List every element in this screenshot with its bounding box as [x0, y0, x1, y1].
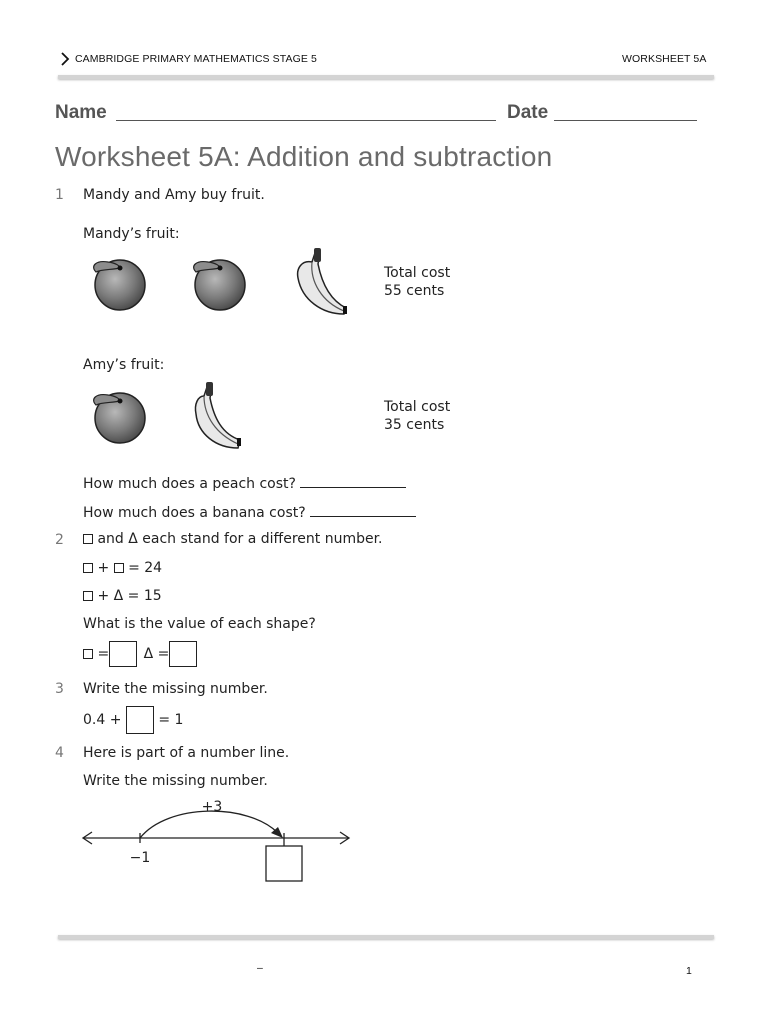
jump-label: +3: [201, 799, 223, 815]
jump-arc: [140, 811, 278, 838]
mandy-fruit-group: [78, 248, 368, 323]
header-left-text: CAMBRIDGE PRIMARY MATHEMATICS STAGE 5: [75, 53, 317, 65]
question-number: 4: [55, 745, 64, 761]
name-line: [116, 120, 496, 121]
date-line: [554, 120, 697, 121]
square-symbol-icon: [83, 563, 93, 573]
peach-icon: [194, 260, 245, 310]
square-symbol-icon: [83, 591, 93, 601]
amy-cost-line2: 35 cents: [384, 417, 445, 433]
mandy-cost-line2: 55 cents: [384, 283, 445, 299]
q2-question: What is the value of each shape?: [83, 616, 316, 632]
square-symbol-icon: [114, 563, 124, 573]
question-number: 1: [55, 187, 64, 203]
q4-line1: Here is part of a number line.: [83, 745, 290, 761]
number-line: [78, 795, 358, 887]
number-line-answer-box[interactable]: [266, 846, 302, 881]
mandy-cost-line1: Total cost: [384, 265, 451, 281]
worksheet-title: Worksheet 5A: Addition and subtraction: [55, 141, 553, 172]
q4-line2: Write the missing number.: [83, 773, 268, 789]
name-label: Name: [55, 102, 107, 123]
peach-answer-line[interactable]: [300, 475, 406, 488]
footer-center-mark: –: [257, 962, 263, 974]
question-number: 2: [55, 532, 64, 548]
q1-banana-question: How much does a banana cost?: [83, 504, 416, 521]
peach-icon: [94, 260, 145, 310]
square-symbol-icon: [83, 649, 93, 659]
date-label: Date: [507, 102, 549, 123]
square-answer-box[interactable]: [109, 641, 137, 667]
amy-cost-line1: Total cost: [384, 399, 451, 415]
amy-label: Amy’s fruit:: [83, 357, 165, 373]
q2-answers: = Δ =: [83, 641, 197, 667]
page-number: 1: [686, 965, 692, 977]
question-number: 3: [55, 681, 64, 697]
q1-intro: Mandy and Amy buy fruit.: [83, 187, 265, 203]
q3-equation: 0.4 + = 1: [83, 706, 183, 734]
q2-intro: and Δ each stand for a different number.: [83, 531, 383, 547]
chevron-right-icon: [60, 52, 70, 66]
q3-text: Write the missing number.: [83, 681, 268, 697]
q3-answer-box[interactable]: [126, 706, 154, 734]
banana-icon: [298, 248, 347, 314]
banana-answer-line[interactable]: [310, 504, 416, 517]
header-right-text: WORKSHEET 5A: [622, 53, 707, 65]
q1-peach-question: How much does a peach cost?: [83, 475, 406, 492]
header-divider: [58, 75, 714, 79]
amy-fruit-group: [78, 382, 258, 454]
start-label: −1: [129, 850, 151, 866]
banana-icon: [195, 382, 241, 448]
peach-icon: [94, 393, 145, 443]
footer-divider: [58, 935, 714, 939]
q2-equation-2: + Δ = 15: [83, 588, 162, 604]
triangle-answer-box[interactable]: [169, 641, 197, 667]
square-symbol-icon: [83, 534, 93, 544]
mandy-label: Mandy’s fruit:: [83, 226, 180, 242]
q2-equation-1: + = 24: [83, 560, 162, 576]
